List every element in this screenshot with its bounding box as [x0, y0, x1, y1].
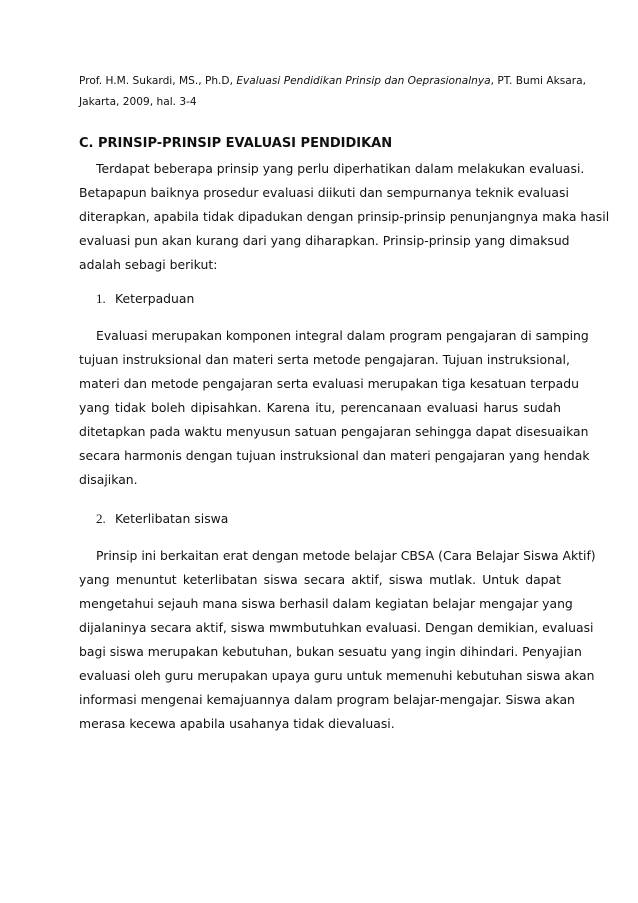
- subheading-keterpaduan: [96, 291, 194, 307]
- subheading-number: 2.: [96, 511, 106, 526]
- paragraph-line: Evaluasi merupakan komponen integral dalam program pengajaran di samping: [96, 328, 589, 343]
- intro-line: Terdapat beberapa prinsip yang perlu diperhatikan dalam melakukan evaluasi.: [96, 161, 585, 176]
- paragraph-line: ditetapkan pada waktu menyusun satuan pengajaran sehingga dapat disesuaikan: [79, 424, 589, 439]
- reference-author: Prof. H.M. Sukardi, MS., Ph.D,: [79, 75, 233, 87]
- paragraph-line: dijalaninya secara aktif, siswa mwmbutuhkan evaluasi. Dengan demikian, evaluasi: [79, 620, 594, 635]
- intro-line: Betapapun baiknya prosedur evaluasi diikuti dan sempurnanya teknik evaluasi: [79, 185, 569, 200]
- subheading-title: Keterpaduan: [115, 291, 195, 306]
- section-heading: C. PRINSIP-PRINSIP EVALUASI PENDIDIKAN: [79, 136, 393, 151]
- paragraph-line: mengetahui sejauh mana siswa berhasil dalam kegiatan belajar mengajar yang: [79, 596, 573, 611]
- intro-line: diterapkan, apabila tidak dipadukan dengan prinsip-prinsip penunjangnya maka hasil: [79, 209, 610, 224]
- reference-publisher: , PT. Bumi Aksara,: [490, 75, 586, 87]
- paragraph-line: bagi siswa merupakan kebutuhan, bukan sesuatu yang ingin dihindari. Penyajian: [79, 644, 582, 659]
- reference-line-1: [79, 73, 586, 89]
- subheading-title: Keterlibatan siswa: [115, 511, 229, 526]
- paragraph-line: merasa kecewa apabila usahanya tidak dievaluasi.: [79, 716, 395, 731]
- intro-line: adalah sebagi berikut:: [79, 257, 218, 272]
- intro-line: evaluasi pun akan kurang dari yang diharapkan. Prinsip-prinsip yang dimaksud: [79, 233, 570, 248]
- paragraph-line: evaluasi oleh guru merupakan upaya guru untuk memenuhi kebutuhan siswa akan: [79, 668, 595, 683]
- reference-book-title: Evaluasi Pendidikan Prinsip dan Oeprasionalnya: [236, 75, 491, 87]
- paragraph-line: Prinsip ini berkaitan erat dengan metode belajar CBSA (Cara Belajar Siswa Aktif): [96, 548, 596, 563]
- paragraph-line: yang menuntut keterlibatan siswa secara aktif, siswa mutlak. Untuk dapat: [79, 572, 561, 587]
- reference-line-2: Jakarta, 2009, hal. 3-4: [79, 96, 197, 108]
- subheading-number: 1.: [96, 291, 106, 306]
- subheading-keterlibatan-siswa: [96, 511, 228, 527]
- paragraph-line: disajikan.: [79, 472, 138, 487]
- paragraph-line: informasi mengenai kemajuannya dalam program belajar-mengajar. Siswa akan: [79, 692, 575, 707]
- paragraph-line: tujuan instruksional dan materi serta metode pengajaran. Tujuan instruksional,: [79, 352, 570, 367]
- paragraph-line: materi dan metode pengajaran serta evaluasi merupakan tiga kesatuan terpadu: [79, 376, 579, 391]
- paragraph-line: secara harmonis dengan tujuan instruksional dan materi pengajaran yang hendak: [79, 448, 590, 463]
- paragraph-line: yang tidak boleh dipisahkan. Karena itu, perencanaan evaluasi harus sudah: [79, 400, 561, 415]
